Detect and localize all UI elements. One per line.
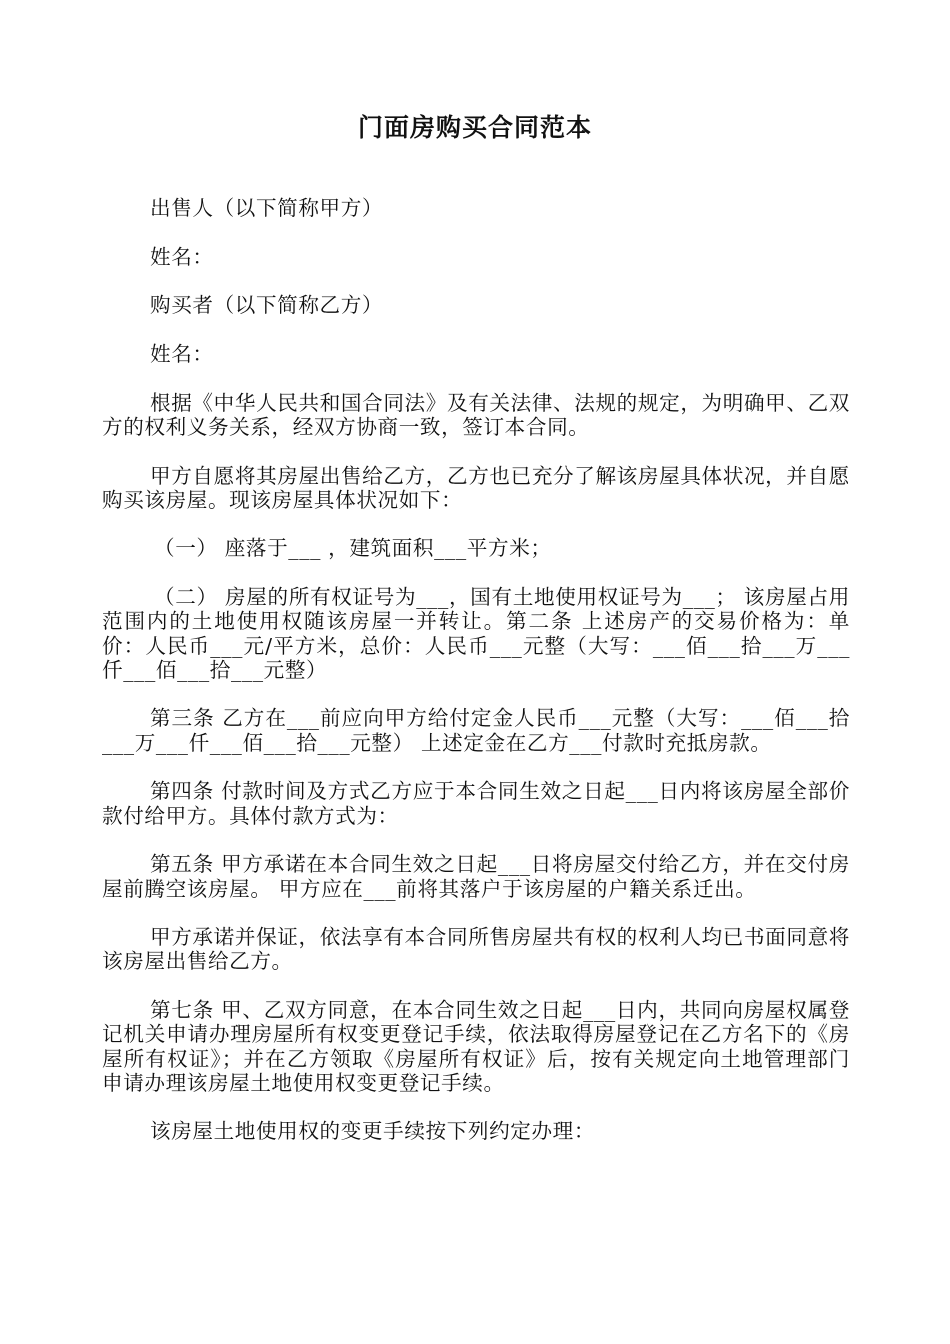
paragraph-buyer-heading: 购买者（以下简称乙方）	[150, 293, 384, 318]
document-body	[102, 196, 850, 1168]
paragraph-article-3: 第三条 乙方在___前应向甲方给付定金人民币___元整（大写：___佰___拾___万___仟___佰___拾___元整） 上述定金在乙方___付款时充抵房款。	[102, 706, 850, 755]
paragraph-land-use-transfer: 该房屋土地使用权的变更手续按下列约定办理：	[150, 1119, 596, 1144]
paragraph-co-owner-consent: 甲方承诺并保证，依法享有本合同所售房屋共有权的权利人均已书面同意将该房屋出售给乙方。	[102, 924, 850, 974]
paragraph-sale-intent: 甲方自愿将其房屋出售给乙方，乙方也已充分了解该房屋具体状况，并自愿购买该房屋。现该房屋具体状况如下：	[102, 463, 850, 513]
paragraph-article-5: 第五条 甲方承诺在本合同生效之日起___日将房屋交付给乙方，并在交付房屋前腾空该房屋。 甲方应在___前将其落户于该房屋的户籍关系迁出。	[102, 852, 850, 901]
paragraph-article-4: 第四条 付款时间及方式乙方应于本合同生效之日起___日内将该房屋全部价款付给甲方。具体付款方式为：	[102, 779, 850, 828]
paragraph-item-location: （一） 座落于___ ，建筑面积___平方米；	[154, 536, 552, 561]
paragraph-seller-heading: 出售人（以下简称甲方）	[150, 196, 384, 220]
paragraph-buyer-name: 姓名：	[150, 342, 214, 367]
paragraph-legal-basis: 根据《中华人民共和国合同法》及有关法律、法规的规定，为明确甲、乙双方的权利义务关系，经双方协商一致，签订本合同。	[102, 390, 850, 440]
paragraph-article-7: 第七条 甲、乙双方同意，在本合同生效之日起___日内，共同向房屋权属登记机关申请办理房屋所有权变更登记手续，依法取得房屋登记在乙方名下的《房屋所有权证》；并在乙方领取《房屋所有权证》后，按有关规定向土地管理部门申请办理该房屋土地使用权变更登记手续。	[102, 997, 850, 1095]
paragraph-item-ownership-price: （二） 房屋的所有权证号为___，国有土地使用权证号为___； 该房屋占用范围内的土地使用权随该房屋一并转让。第二条 上述房产的交易价格为：单价：人民币___元/平方米，总价：人民币___元整（大写：___佰___拾___万___仟___佰___拾___元整）	[102, 584, 850, 683]
paragraph-seller-name: 姓名：	[150, 244, 214, 269]
document-title: 门面房购买合同范本	[357, 113, 592, 142]
